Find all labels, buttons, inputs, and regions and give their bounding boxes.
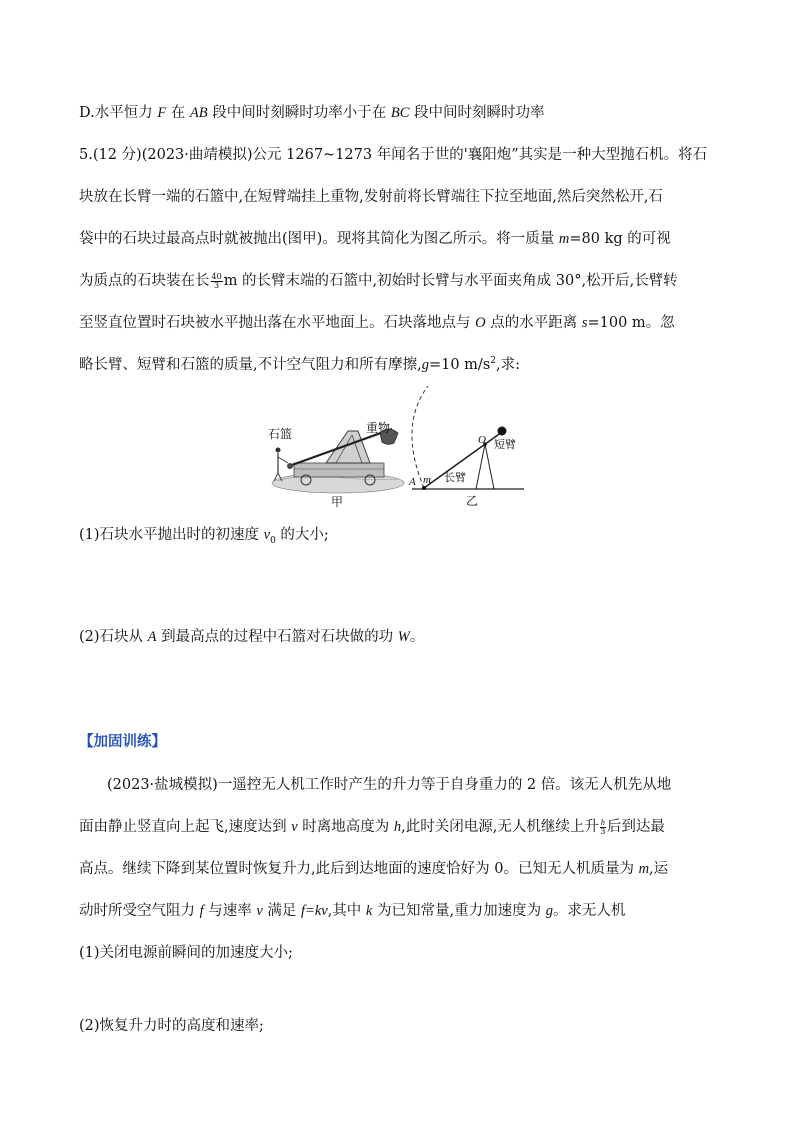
section-heading: 【加固训练】 [79,734,166,750]
question-1: (1)石块水平抛出时的初速度 $v_0$ 的大小; [79,527,329,546]
problem5-line4: 为质点的石块装在长 $\frac{40}{3}$ m 的长臂末端的石篮中,初始时长臂与水平面夹角成 30°,松开后,长臂转 [79,271,678,290]
label-point-o: O [478,434,486,446]
reinforce-line3: 高点。继续下降到某位置时恢复升力,此后到达地面的速度恰好为 0。已知无人机质量为 m,运 [79,861,669,877]
caption-yi: 乙 [466,494,479,508]
label-mass-m: m [423,474,431,486]
option-d: D.水平恒力 F 在 AB 段中间时刻瞬时功率小于在 BC 段中间时刻瞬时功率 [79,105,545,121]
reinforce-line2: 面由静止竖直向上起飞,速度达到 v 时离地高度为 h,此时关闭电源,无人机继续上升 $\frac{h}{3}$ 后到达最 [79,817,665,836]
problem5-line6: 略长臂、短臂和石篮的质量,不计空气阻力和所有摩擦,g=10 $m/s^2$,求: [79,356,520,373]
caption-jia: 甲 [331,495,344,509]
label-short-arm: 短臂 [494,438,516,451]
problem5-line5: 至竖直位置时石块被水平抛出落在水平地面上。石块落地点与 O 点的水平距离 s=100 m。忽 [79,315,675,331]
label-stone-basket: 石篮 [268,427,293,441]
reinforce-line4: 动时所受空气阻力 f 与速率 v 满足 f=kv,其中 k 为已知常量,重力加速度为 g。求无人机 [79,903,626,919]
fraction-40-3: $\frac{40}{3}$ [211,271,222,290]
problem5-line2: 块放在长臂一端的石篮中,在短臂端挂上重物,发射前将长臂端往下拉至地面,然后突然松开,石 [79,189,663,205]
reinforce-question-2: (2)恢复升力时的高度和速率; [79,1018,264,1034]
problem5-line1: 5.(12 分)(2023·曲靖模拟)公元 1267~1273 年闻名于世的'襄阳炮”其实是一种大型抛石机。将石 [79,147,708,163]
label-point-a: A [409,476,416,488]
question-2: (2)石块从 A 到最高点的过程中石篮对石块做的功 W。 [79,629,425,645]
figure-simplified-diagram [404,386,528,506]
fraction-h-3: $\frac{h}{3}$ [600,817,606,836]
reinforce-question-1: (1)关闭电源前瞬间的加速度大小; [79,945,293,961]
reinforce-line1: (2023·盐城模拟)一遥控无人机工作时产生的升力等于自身重力的 2 倍。该无人机先从地 [107,777,672,793]
figure-trebuchet-drawing [266,415,406,507]
label-long-arm: 长臂 [444,471,466,484]
problem5-line3: 袋中的石块过最高点时就被抛出(图甲)。现将其简化为图乙所示。将一质量 m=80 kg 的可视 [79,231,671,247]
label-weight: 重物 [366,421,391,435]
